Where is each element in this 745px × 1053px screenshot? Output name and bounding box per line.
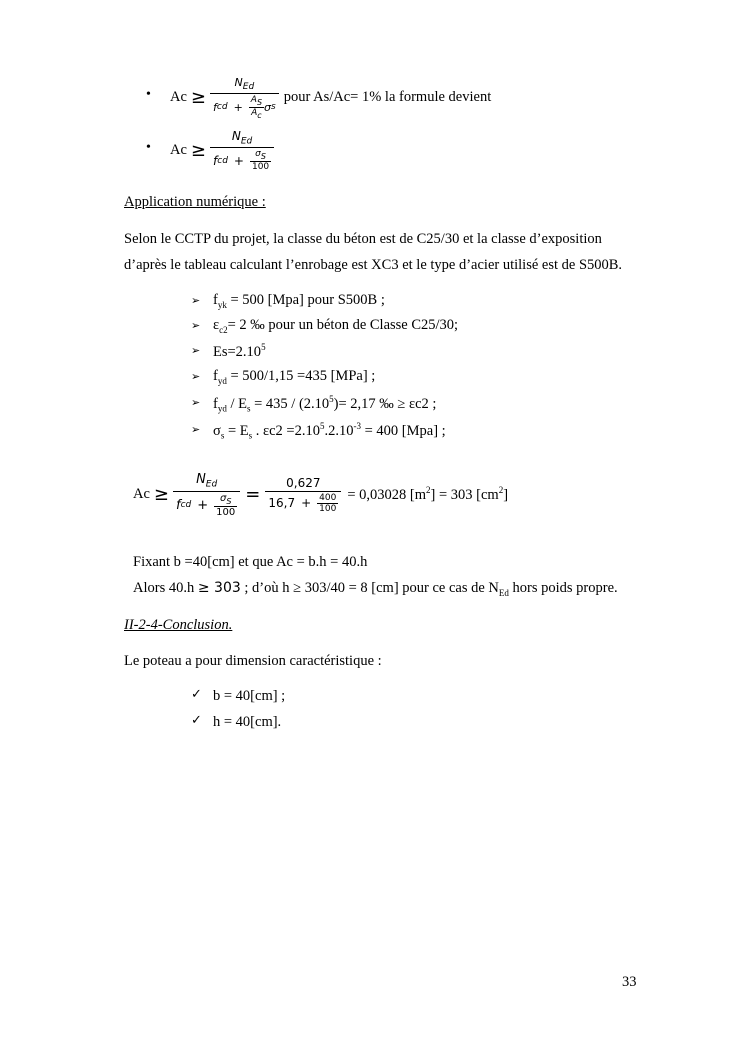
page-number: 33 — [622, 974, 637, 990]
fraction: $N_{Ed}$ f cd + $\frac{A_S}{A_c}$ σ s — [210, 76, 279, 120]
section-heading: Application numérique : — [124, 194, 266, 210]
list-item: b = 40[cm] ; — [213, 688, 286, 704]
bullet-icon: • — [146, 87, 151, 102]
text-line: Fixant b =40[cm] et que Ac = b.h = 40.h — [133, 554, 368, 570]
paragraph-line: Le poteau a pour dimension caractéristique : — [124, 653, 382, 669]
list-item: $\sigma_s = E_s$ . $\varepsilon c2 =2.10^5.2.10^{-3} = 400$ [Mpa] ; — [213, 421, 446, 441]
arrow-bullet-icon: ➢ — [191, 396, 201, 409]
arrow-bullet-icon: ➢ — [191, 344, 201, 357]
list-item: $f_{yd} / E_s = 435 / (2.10^5)= 2,17$ ‰ ≥ εc2 ; — [213, 394, 437, 414]
fraction: $N_{Ed}$ f cd + $\frac{\sigma_S}{100}$ — [173, 472, 240, 518]
arrow-bullet-icon: ➢ — [191, 319, 201, 332]
arrow-bullet-icon: ➢ — [191, 423, 201, 436]
formula-3-result: = 0,03028 $[m^2] = 303$ $[cm^2]$ — [347, 485, 509, 504]
section-heading: II-2-4-Conclusion. — [124, 617, 233, 633]
formula-1: Ac ≥ $N_{Ed}$ f cd + $\frac{A_S}{A_c}$ σ s pour As/Ac= 1% la formule devient — [170, 76, 492, 120]
formula-1-note: pour As/Ac= 1% la formule devient — [283, 89, 492, 106]
checkmark-icon: ✓ — [191, 713, 202, 728]
list-item: $\varepsilon_{c2}= 2$ ‰ pour un béton de Classe C25/30; — [213, 317, 459, 335]
paragraph-line: d’après le tableau calculant l’enrobage est XC3 et le type d’acier utilisé est de S500B. — [124, 257, 623, 273]
paragraph-line: Selon le CCTP du projet, la classe du béton est de C25/30 et la classe d’exposition — [124, 231, 602, 247]
fraction: $N_{Ed}$ f cd + $\frac{\sigma_S}{100}$ — [210, 129, 274, 172]
list-item: $f_{yd} = 500/1,15 =435$ [MPa] ; — [213, 368, 376, 386]
formula-3: Ac ≥ $N_{Ed}$ f cd + $\frac{\sigma_S}{100}$ = 0,627 16,7 + $\frac{400}{100}$ = 0,03028 $[m^2] = 303$ $[cm^2]$ — [133, 472, 509, 518]
list-item: $Es=2.10^5$ — [213, 342, 266, 360]
checkmark-icon: ✓ — [191, 687, 202, 702]
text-line: Alors 40.h ≥ 303 ; d’où h ≥ 303/40 = 8 [cm] pour ce cas de $N_{Ed}$ hors poids propre. — [133, 580, 618, 598]
arrow-bullet-icon: ➢ — [191, 294, 201, 307]
list-item: $f_{yk} = 500$ [Mpa] pour S500B ; — [213, 292, 385, 310]
formula-lhs: Ac — [170, 89, 187, 106]
bullet-icon: • — [146, 140, 151, 155]
formula-2: Ac ≥ $N_{Ed}$ f cd + $\frac{\sigma_S}{100}$ — [170, 129, 274, 172]
arrow-bullet-icon: ➢ — [191, 370, 201, 383]
list-item: h = 40[cm]. — [213, 714, 282, 730]
fraction: 0,627 16,7 + $\frac{400}{100}$ — [265, 476, 341, 514]
